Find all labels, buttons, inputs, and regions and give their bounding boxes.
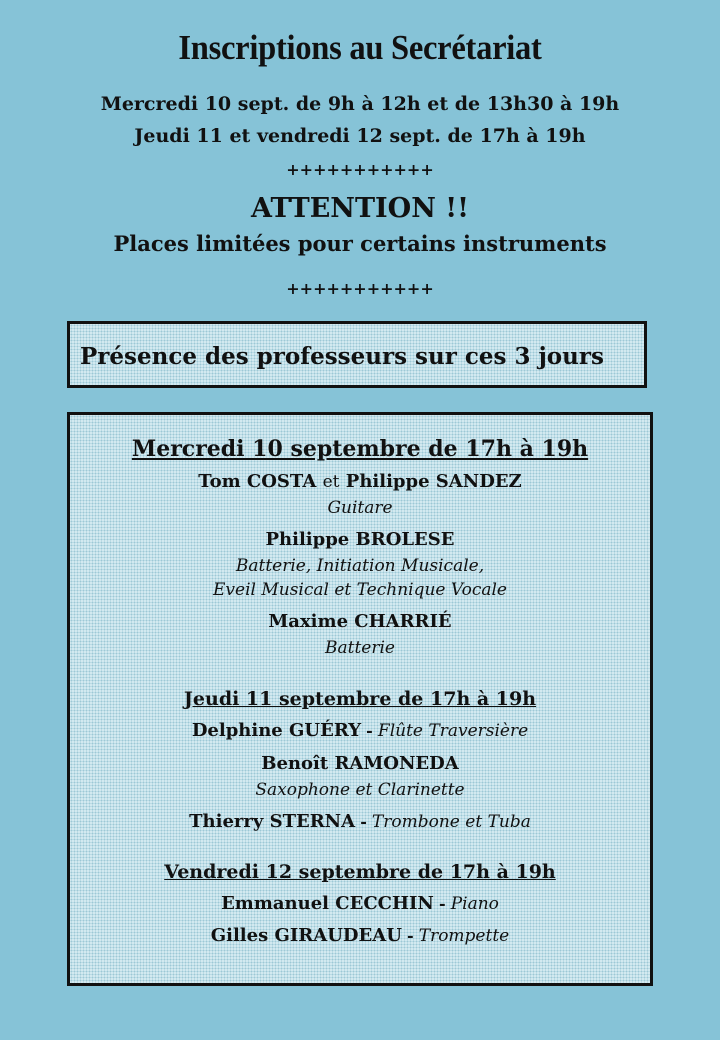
teacher-name-guery: Delphine GUÉRY	[191, 720, 362, 741]
teacher-line-cecchin	[70, 893, 650, 914]
teachers-presence-banner	[67, 321, 647, 388]
teacher-connector: et	[322, 472, 340, 492]
instrument-brolese-line1: Batterie, Initiation Musicale,	[235, 556, 485, 576]
instrument-flute: Flûte Traversière	[377, 721, 529, 741]
teacher-line-sterna	[70, 811, 650, 832]
schedule-box	[67, 412, 653, 986]
day-heading-friday: Vendredi 12 septembre de 17h à 19h	[164, 861, 556, 883]
teacher-name-sterna: Thierry STERNA	[189, 811, 356, 832]
dash-separator: -	[366, 721, 373, 740]
day-heading-wednesday: Mercredi 10 septembre de 17h à 19h	[131, 436, 589, 462]
page-title: Inscriptions au Secrétariat	[178, 28, 542, 67]
instrument-guitare: Guitare	[327, 498, 393, 518]
teacher-name-costa: Tom COSTA	[198, 471, 317, 492]
teacher-line-giraudeau	[70, 925, 650, 946]
day-heading-thursday: Jeudi 11 septembre de 17h à 19h	[183, 688, 537, 710]
limited-places-notice: Places limitées pour certains instruments	[113, 231, 607, 256]
dash-separator: -	[360, 812, 367, 831]
dash-separator: -	[438, 894, 446, 913]
registration-hours-thursday-friday: Jeudi 11 et vendredi 12 sept. de 17h à 19h	[134, 125, 586, 147]
separator-top: +++++++++++	[286, 160, 434, 179]
banner-text: Présence des professeurs sur ces 3 jours	[80, 343, 604, 370]
teacher-name-cecchin: Emmanuel CECCHIN	[221, 893, 434, 914]
teacher-name-sandez: Philippe SANDEZ	[345, 471, 522, 492]
instrument-batterie: Batterie	[325, 638, 395, 658]
teacher-name-brolese: Philippe BROLESE	[265, 529, 455, 550]
instrument-piano: Piano	[450, 894, 499, 914]
teacher-name-ramoneda: Benoît RAMONEDA	[261, 753, 459, 774]
teacher-name-giraudeau: Gilles GIRAUDEAU	[210, 925, 402, 946]
teacher-line-costa-sandez	[70, 471, 650, 492]
teacher-name-charrie: Maxime CHARRIÉ	[268, 611, 452, 632]
instrument-trompette: Trompette	[418, 926, 510, 946]
instrument-brolese-line2: Eveil Musical et Technique Vocale	[213, 580, 507, 600]
attention-heading: ATTENTION !!	[251, 193, 469, 224]
registration-hours-wednesday: Mercredi 10 sept. de 9h à 12h et de 13h30 à 19h	[100, 93, 620, 115]
separator-bottom: +++++++++++	[286, 279, 434, 298]
instrument-saxophone-clarinette: Saxophone et Clarinette	[255, 780, 465, 800]
dash-separator: -	[407, 926, 414, 945]
teacher-line-guery	[70, 720, 650, 741]
instrument-trombone-tuba: Trombone et Tuba	[371, 812, 531, 832]
